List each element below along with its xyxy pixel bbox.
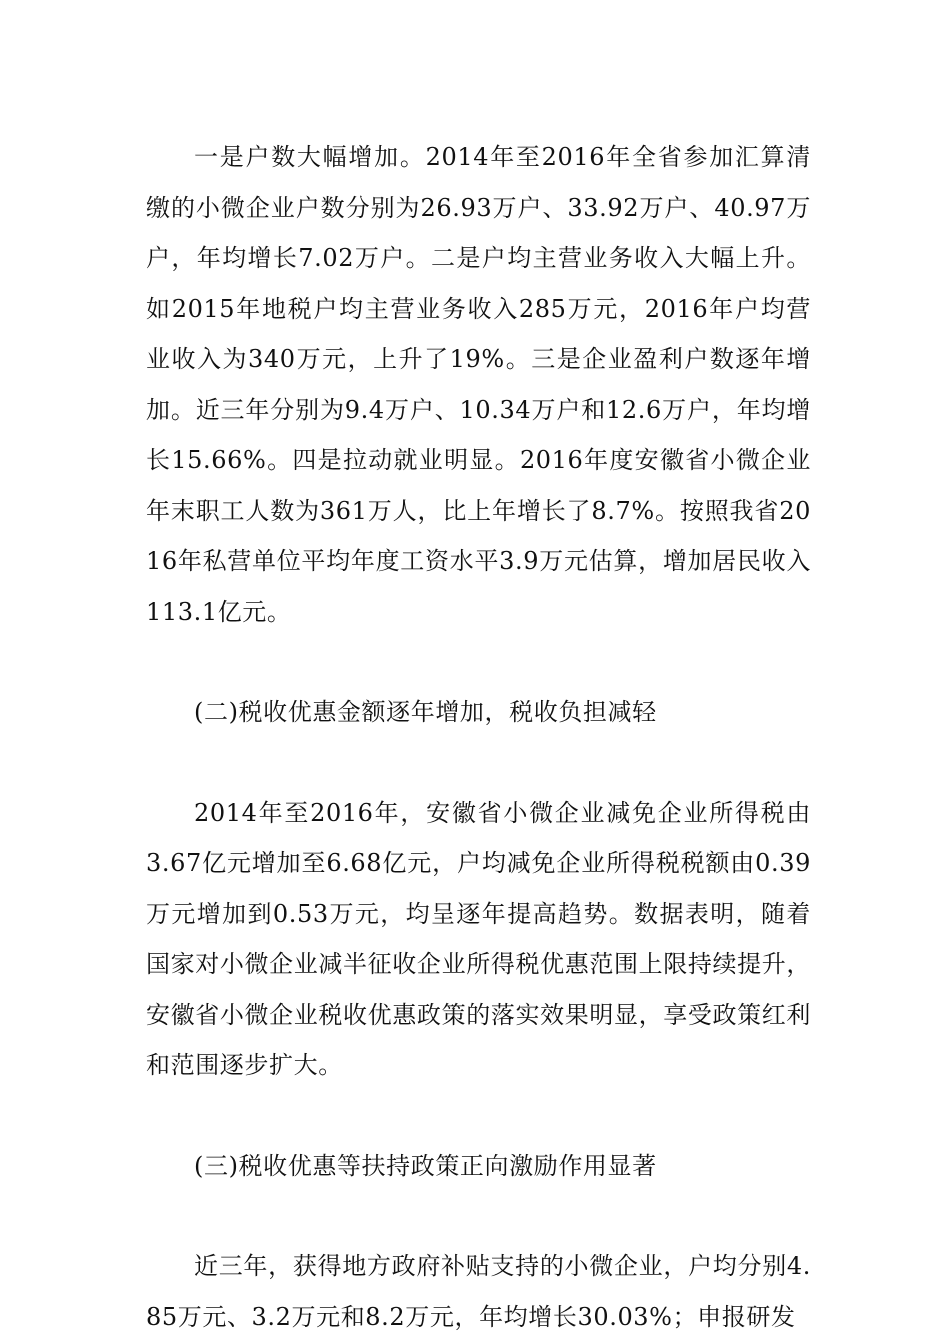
section-heading-tax-preference: (二)税收优惠金额逐年增加，税收负担减轻 bbox=[194, 698, 657, 726]
document-page bbox=[146, 132, 811, 1342]
paragraph-gap bbox=[146, 738, 811, 788]
section-heading-incentive-effect: (三)税收优惠等扶持政策正向激励作用显著 bbox=[194, 1151, 657, 1180]
paragraph-gap bbox=[146, 1091, 811, 1141]
paragraph-tax-reduction: 2014年至2016年，安徽省小微企业减免企业所得税由3.67亿元增加至6.68亿元，户均减免企业所得税税额由0.39万元增加到0.53万元，均呈逐年提高趋势。数据表明，随着国家对小微企业减半征收企业所得税优惠范围上限持续提升，安徽省小微企业税收优惠政策的落实效果明显，享受政策红利和范围逐步扩大。 bbox=[146, 798, 811, 1079]
paragraph-household-growth: 一是户数大幅增加。2014年至2016年全省参加汇算清缴的小微企业户数分别为26.93万户、33.92万户、40.97万户，年均增长7.02万户。二是户均主营业务收入大幅上升。如2015年地税户均主营业务收入285万元，2016年户均营业收入为340万元，上升了19%。三是企业盈利户数逐年增加。近三年分别为9.4万户、10.34万户和12.6万户，年均增长15.66%。四是拉动就业明显。2016年度安徽省小微企业年末职工人数为361万人，比上年增长了8.7%。按照我省2016年私营单位平均年度工资水平3.9万元估算，增加居民收入113.1亿元。 bbox=[146, 143, 811, 626]
paragraph-gap bbox=[146, 1191, 811, 1241]
paragraph-subsidy: 近三年，获得地方政府补贴支持的小微企业，户均分别4.85万元、3.2万元和8.2万元，年均增长30.03%；申报研发 bbox=[146, 1252, 811, 1331]
paragraph-gap bbox=[146, 637, 811, 687]
